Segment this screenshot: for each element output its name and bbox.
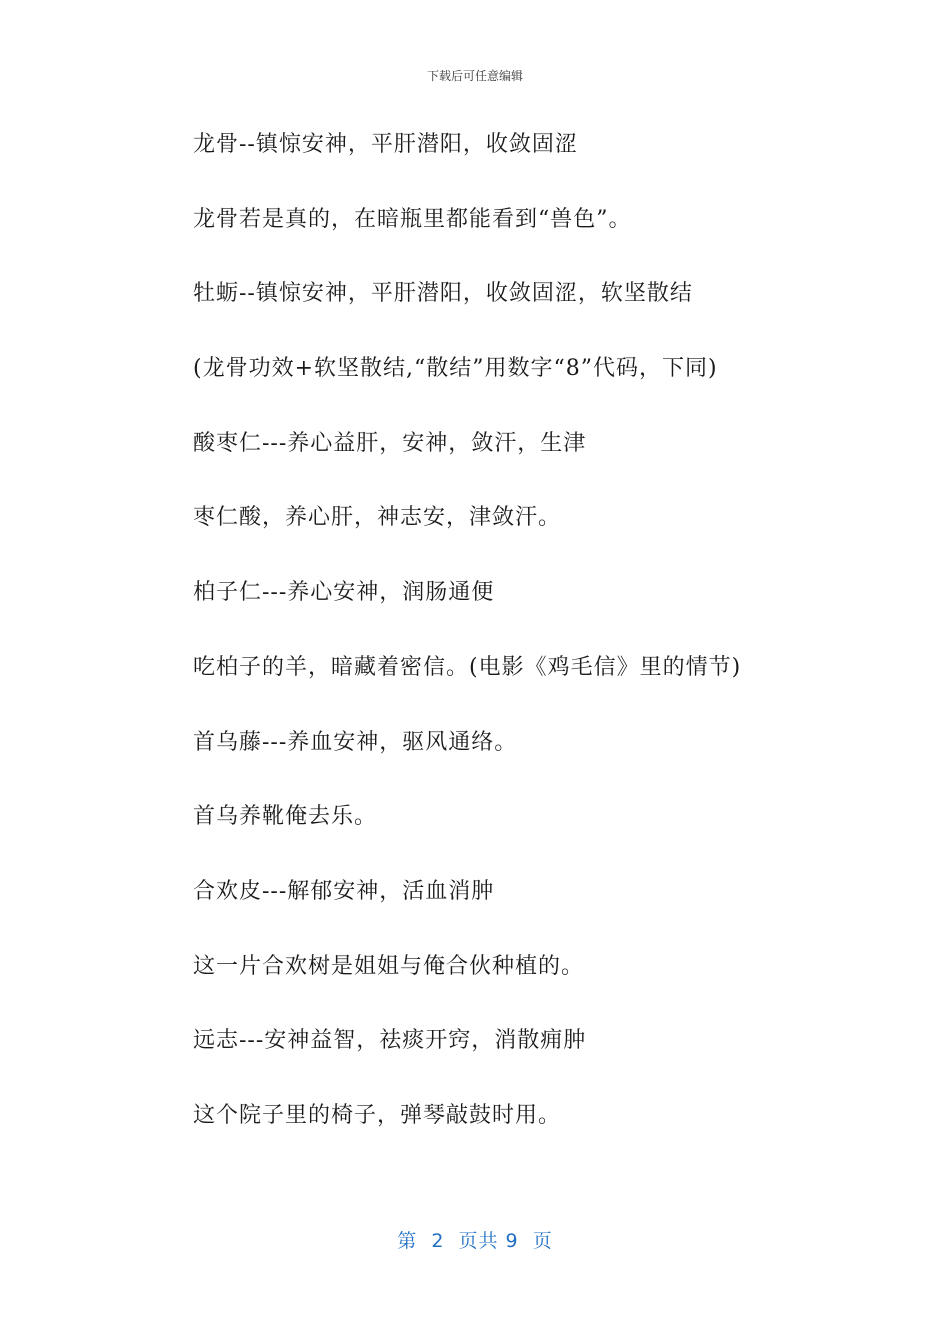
page-header: 下载后可任意编辑	[426, 69, 523, 83]
text-line: (龙骨功效+软坚散结,“散结”用数字“8”代码，下同)	[193, 356, 718, 382]
page-number-text: 第 2 页共 9 页	[397, 1230, 553, 1252]
text-line: 牡蛎--镇惊安神，平肝潜阳，收敛固涩，软坚散结	[193, 281, 693, 307]
text-line: 远志---安神益智，祛痰开窍，消散痈肿	[193, 1028, 587, 1054]
text-line: 龙骨--镇惊安神，平肝潜阳，收敛固涩	[193, 132, 578, 157]
page-number-footer	[0, 1226, 950, 1253]
text-line: 吃柏子的羊，暗藏着密信。(电影《鸡毛信》里的情节)	[193, 654, 742, 680]
text-line: 首乌养靴俺去乐。	[193, 804, 378, 830]
document-body	[193, 128, 873, 1174]
text-line: 这一片合欢树是姐姐与俺合伙种植的。	[193, 953, 585, 979]
text-line: 首乌藤---养血安神，驱风通络。	[193, 729, 518, 755]
text-line: 酸枣仁---养心益肝，安神，敛汗，生津	[193, 430, 587, 456]
text-line: 枣仁酸，养心肝，神志安，津敛汗。	[193, 505, 562, 531]
text-line: 合欢皮---解郁安神，活血消肿	[193, 878, 495, 904]
text-line: 龙骨若是真的，在暗瓶里都能看到“兽色”。	[193, 206, 632, 232]
text-line: 柏子仁---养心安神，润肠通便	[193, 580, 495, 606]
text-line: 这个院子里的椅子，弹琴敲鼓时用。	[193, 1102, 562, 1128]
